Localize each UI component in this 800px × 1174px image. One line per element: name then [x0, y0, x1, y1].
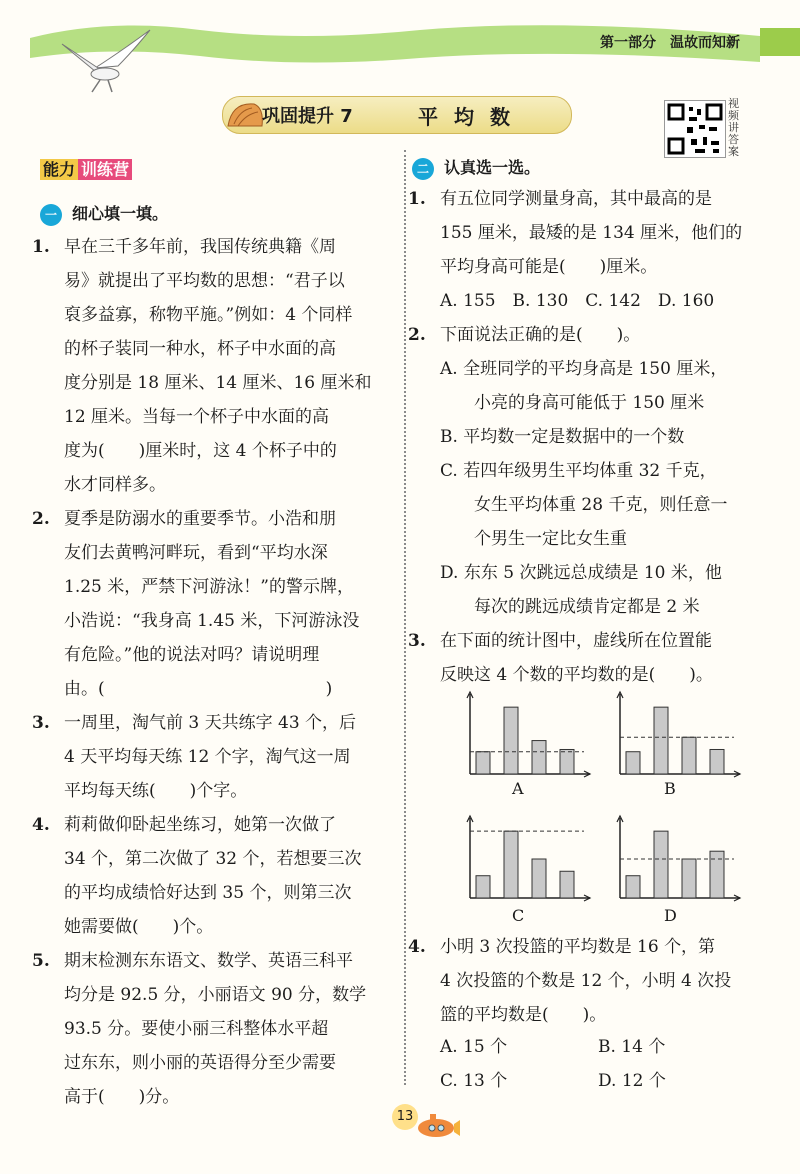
- section-2-heading: [412, 155, 540, 180]
- question-line: 有危险。”他的说法对吗？请说明理: [64, 645, 320, 665]
- bar: [710, 749, 724, 774]
- question-line: 友们去黄鸭河畔玩，看到“平均水深: [64, 543, 328, 563]
- question-line: 的杯子装同一种水，杯子中水面的高: [64, 339, 336, 359]
- chart-label-d: D: [664, 906, 677, 925]
- bar: [626, 752, 640, 774]
- chart-c: [458, 812, 598, 912]
- options-r2: [440, 352, 727, 624]
- option-a: A. 15 个: [440, 1037, 508, 1057]
- question-number: 4.: [32, 815, 50, 835]
- lesson-number: 巩固提升 7: [262, 106, 353, 127]
- option-d: D. 12 个: [598, 1071, 666, 1091]
- option-b: B. 14 个: [598, 1037, 666, 1057]
- question-2: [32, 502, 360, 706]
- question-line: 度分别是 18 厘米、14 厘米、16 厘米和: [64, 373, 372, 393]
- question-line: 4 天平均每天练 12 个字，淘气这一周: [64, 747, 351, 767]
- bar: [682, 737, 696, 774]
- question-line: 易》就提出了平均数的思想：“君子以: [64, 271, 345, 291]
- question-r2: [408, 318, 641, 352]
- question-number: 1.: [408, 189, 426, 209]
- bar: [504, 707, 518, 774]
- question-number: 3.: [408, 631, 426, 651]
- bar: [504, 831, 518, 898]
- section-title: 细心填一填。: [72, 204, 169, 223]
- question-number: 5.: [32, 951, 50, 971]
- question-line: 由。( ): [64, 679, 333, 699]
- bar: [626, 876, 640, 898]
- question-line: 12 厘米。当每一个杯子中水面的高: [64, 407, 330, 427]
- corner-tab-icon: [760, 22, 800, 62]
- option-b: B. 平均数一定是数据中的一个数: [440, 427, 685, 447]
- question-line: 夏季是防溺水的重要季节。小浩和朋: [64, 509, 336, 529]
- question-line: 度为( )厘米时，这 4 个杯子中的: [64, 441, 337, 461]
- bar: [710, 851, 724, 898]
- qr-code-icon: [664, 100, 726, 158]
- question-number: 3.: [32, 713, 50, 733]
- question-line: 下面说法正确的是( )。: [440, 325, 641, 345]
- option-d: D. 东东 5 次跳远总成绩是 10 米，他: [440, 563, 722, 583]
- question-line: 1.25 米，严禁下河游泳！”的警示牌，: [64, 577, 354, 597]
- question-number: 2.: [32, 509, 50, 529]
- badge-part-a: 能力: [40, 159, 78, 180]
- question-line: 小明 3 次投篮的平均数是 16 个，第: [440, 937, 716, 957]
- option-c: C. 13 个: [440, 1071, 508, 1091]
- chart-b: [608, 688, 748, 788]
- badge-part-b: 训练营: [78, 159, 132, 180]
- section-number: 二: [412, 158, 434, 180]
- page-title: 平均数: [418, 105, 526, 129]
- section-1-heading: [40, 201, 168, 226]
- question-line: 155 厘米，最矮的是 134 厘米，他们的: [440, 223, 743, 243]
- question-r3: [408, 624, 713, 692]
- question-line: 早在三千多年前，我国传统典籍《周: [64, 237, 336, 257]
- chart-d: [608, 812, 748, 912]
- question-line: 高于( )分。: [64, 1087, 180, 1107]
- question-line: 平均每天练( )个字。: [64, 781, 248, 801]
- option-a-cont: 小亮的身高可能低于 150 厘米: [440, 393, 705, 413]
- option-a: A. 全班同学的平均身高是 150 厘米，: [440, 359, 728, 379]
- bar: [476, 876, 490, 898]
- question-line: 平均身高可能是( )厘米。: [440, 257, 658, 277]
- question-r1: [408, 182, 743, 284]
- question-line: 过东东，则小丽的英语得分至少需要: [64, 1053, 336, 1073]
- options-r1: [440, 284, 714, 318]
- chart-label-b: B: [664, 779, 676, 798]
- question-number: 1.: [32, 237, 50, 257]
- option-c-cont: 女生平均体重 28 千克，则任意一: [440, 495, 728, 515]
- question-line: 反映这 4 个数的平均数的是( )。: [440, 665, 713, 685]
- bar: [682, 859, 696, 898]
- question-line: 的平均成绩恰好达到 35 个，则第三次: [64, 883, 352, 903]
- question-line: 4 次投篮的个数是 12 个，小明 4 次投: [440, 971, 732, 991]
- question-4: [32, 808, 362, 944]
- question-r4: [408, 930, 732, 1032]
- option-line: A. 155 B. 130 C. 142 D. 160: [440, 291, 715, 311]
- question-line: 期末检测东东语文、数学、英语三科平: [64, 951, 353, 971]
- question-line: 莉莉做仰卧起坐练习，她第一次做了: [64, 815, 336, 835]
- column-divider: [404, 150, 406, 1085]
- bar: [654, 831, 668, 898]
- question-line: 一周里，淘气前 3 天共练字 43 个，后: [64, 713, 357, 733]
- submarine-icon: [414, 1108, 460, 1140]
- chart-label-c: C: [512, 906, 525, 925]
- shell-icon: [224, 98, 266, 130]
- section-number: 一: [40, 204, 62, 226]
- question-line: 她需要做( )个。: [64, 917, 214, 937]
- bar: [476, 752, 490, 774]
- chart-svg: [458, 688, 598, 788]
- question-line: 篮的平均数是( )。: [440, 1005, 607, 1025]
- question-1: [32, 230, 372, 502]
- question-line: 34 个，第二次做了 32 个，若想要三次: [64, 849, 362, 869]
- chart-svg: [608, 688, 748, 788]
- qr-label: 视频讲答案: [728, 97, 739, 158]
- bar: [654, 707, 668, 774]
- question-line: 裒多益寡，称物平施。”例如：4 个同样: [64, 305, 353, 325]
- bar: [532, 859, 546, 898]
- bar: [560, 871, 574, 898]
- question-line: 在下面的统计图中，虚线所在位置能: [440, 631, 712, 651]
- page-number: 13: [392, 1104, 418, 1130]
- section-title: 认真选一选。: [444, 158, 541, 177]
- bar: [532, 741, 546, 774]
- question-number: 2.: [408, 325, 426, 345]
- question-line: 小浩说：“我身高 1.45 米，下河游泳没: [64, 611, 360, 631]
- question-line: 有五位同学测量身高，其中最高的是: [440, 189, 712, 209]
- question-5: [32, 944, 367, 1114]
- option-d-cont: 每次的跳远成绩肯定都是 2 米: [440, 597, 700, 617]
- chart-a: [458, 688, 598, 788]
- question-3: [32, 706, 357, 808]
- option-c: C. 若四年级男生平均体重 32 千克，: [440, 461, 717, 481]
- question-line: 93.5 分。要使小丽三科整体水平超: [64, 1019, 329, 1039]
- section-badge: [40, 157, 132, 180]
- chart-svg: [458, 812, 598, 912]
- bar: [560, 749, 574, 774]
- chart-svg: [608, 812, 748, 912]
- chart-label-a: A: [512, 779, 524, 798]
- question-line: 均分是 92.5 分，小丽语文 90 分，数学: [64, 985, 367, 1005]
- option-c-cont: 个男生一定比女生重: [440, 529, 627, 549]
- question-number: 4.: [408, 937, 426, 957]
- part-label: 第一部分 温故而知新: [600, 35, 740, 51]
- question-line: 水才同样多。: [64, 475, 166, 495]
